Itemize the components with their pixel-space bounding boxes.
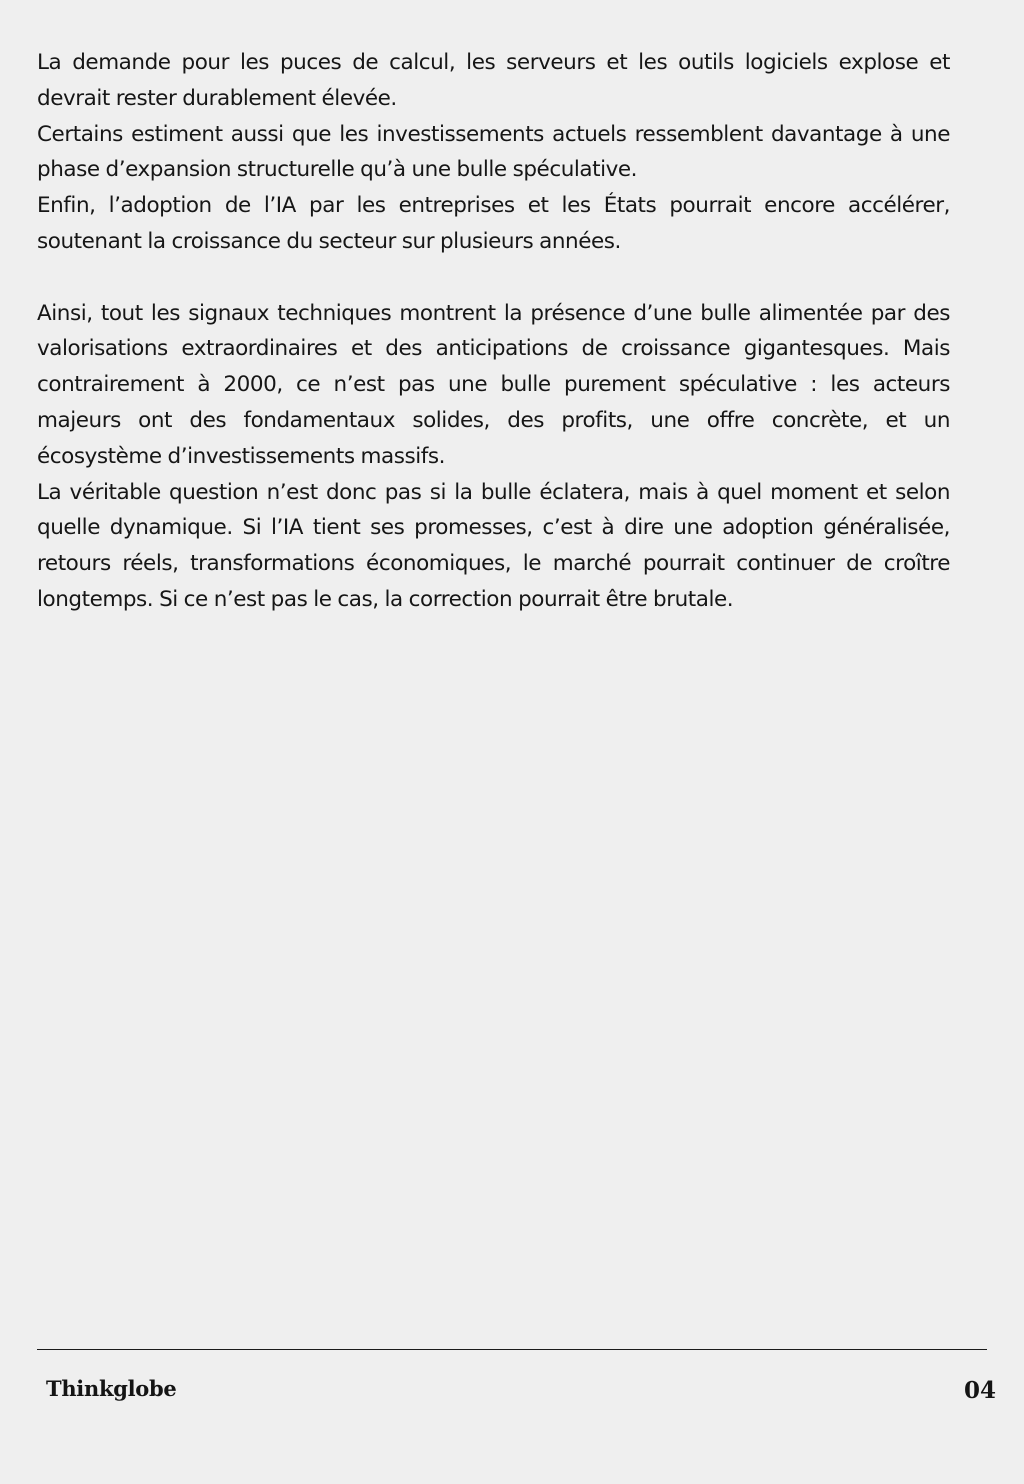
article-body bbox=[37, 45, 950, 618]
paragraph-adoption: Enfin, l’adoption de l’IA par les entreprises et les États pourrait encore accélérer, soutenant la croissance du secteur sur plusieurs années. bbox=[37, 193, 950, 254]
paragraph-investment-expansion: Certains estiment aussi que les investissements actuels ressemblent davantage à une phase d’expansion structurelle qu’à une bulle spéculative. bbox=[37, 121, 950, 183]
paragraph-conclusion: La véritable question n’est donc pas si la bulle éclatera, mais à quel moment et selon quelle dynamique. Si l’IA tient ses promesses, c’est à dire une adoption généralisée, retours réels, transformations économiques, le marché pourrait continuer de croître longtemps. Si ce n’est pas le cas, la correction pourrait être brutale. bbox=[37, 479, 950, 612]
paragraph-bubble-analysis: Ainsi, tout les signaux techniques montrent la présence d’une bulle alimentée par des valorisations extraordinaires et des anticipations de croissance gigantesques. Mais contrairement à 2000, ce n’est pas une bulle purement spéculative : les acteurs majeurs ont des fondamentaux solides, des profits, une offre concrète, et un écosystème d’investissements massifs. bbox=[37, 300, 950, 469]
paragraph-demand: La demande pour les puces de calcul, les serveurs et les outils logiciels explose et devrait rester durablement élevée. bbox=[37, 50, 950, 111]
footer-brand: Thinkglobe bbox=[46, 1376, 177, 1401]
paragraph-spacer bbox=[37, 260, 950, 296]
page-number: 04 bbox=[963, 1377, 996, 1404]
footer-divider bbox=[37, 1349, 987, 1350]
